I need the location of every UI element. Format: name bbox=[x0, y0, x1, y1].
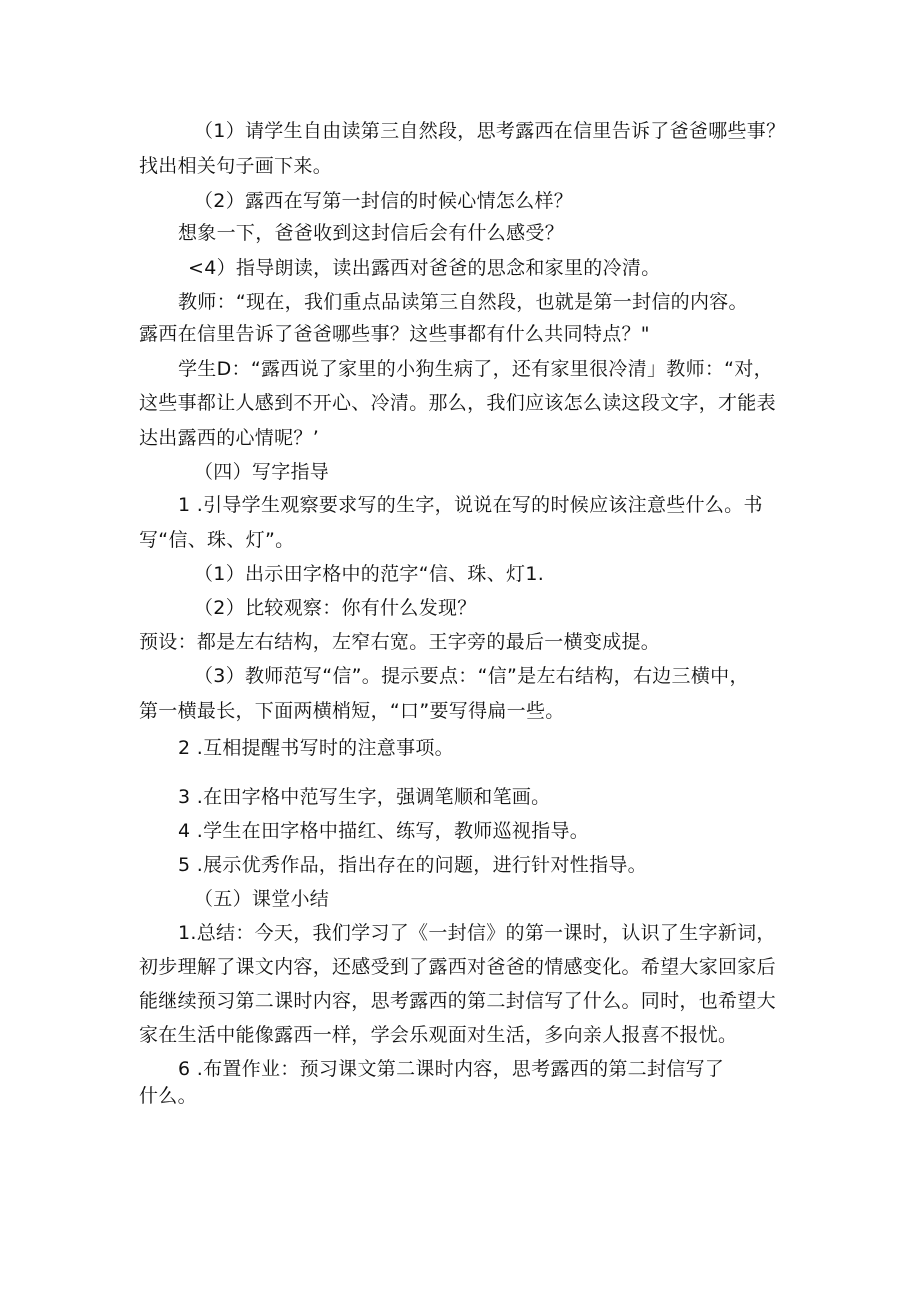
text-line: （2）比较观察：你有什么发现？ bbox=[194, 597, 477, 619]
text-line: 初步理解了课文内容，还感受到了露西对爸爸的情感变化。希望大家回家后 bbox=[139, 956, 776, 978]
text-line: 露西在信里告诉了爸爸哪些事？这些事都有什么共同特点？" bbox=[139, 323, 650, 345]
section-heading: （五）课堂小结 bbox=[194, 888, 330, 910]
text-line: （1）出示田字格中的范字“信、珠、灯1. bbox=[194, 563, 545, 585]
section-heading: （四）写字指导 bbox=[194, 461, 330, 483]
text-line: 1 .引导学生观察要求写的生字，说说在写的时候应该注意些什么。书 bbox=[178, 494, 763, 516]
text-line: 写“信、珠、灯”。 bbox=[139, 529, 295, 551]
text-line: 4 .学生在田字格中描红、练写，教师巡视指导。 bbox=[178, 820, 590, 842]
text-line: 能继续预习第二课时内容，思考露西的第二封信写了什么。同时，也希望大 bbox=[139, 990, 776, 1012]
text-line: 预设：都是左右结构，左窄右宽。王字旁的最后一横变成提。 bbox=[139, 631, 661, 653]
text-line: （1）请学生自由读第三自然段，思考露西在信里告诉了爸爸哪些事？ bbox=[194, 120, 786, 142]
text-line: 第一横最长，下面两横梢短，“口”要写得扁一些。 bbox=[139, 700, 565, 722]
text-line: 家在生活中能像露西一样，学会乐观面对生活，多向亲人报喜不报忧。 bbox=[139, 1024, 738, 1046]
text-line: 1.总结：今天，我们学习了《一封信》的第一课时，认识了生字新词， bbox=[178, 922, 776, 944]
text-line: 想象一下，爸爸收到这封信后会有什么感受？ bbox=[178, 222, 565, 244]
text-line: （2）露西在写第一封信的时候心情怎么样？ bbox=[194, 190, 574, 212]
text-line: 3 .在田字格中范写生字，强调笔顺和笔画。 bbox=[178, 786, 551, 808]
text-line: 什么。 bbox=[139, 1085, 197, 1107]
text-line: <4）指导朗读，读出露西对爸爸的思念和家里的冷清。 bbox=[188, 257, 661, 279]
text-line: 2 .互相提醒书写时的注意事项。 bbox=[178, 737, 454, 759]
text-line: 找出相关句子画下来。 bbox=[139, 155, 333, 177]
text-line: 教师：“现在，我们重点品读第三自然段，也就是第一封信的内容。 bbox=[178, 291, 748, 313]
text-line: （3）教师范写“信”。提示要点：“信”是左右结构，右边三横中， bbox=[194, 665, 749, 687]
text-line: 6 .布置作业：预习课文第二课时内容，思考露西的第二封信写了 bbox=[178, 1058, 725, 1080]
text-line: 学生D：“露西说了家里的小狗生病了，还有家里很冷清」教师：“对， bbox=[178, 358, 773, 380]
text-line: 达出露西的心情呢？’ bbox=[139, 427, 320, 449]
text-line: 5 .展示优秀作品，指出存在的问题，进行针对性指导。 bbox=[178, 854, 647, 876]
text-line: 这些事都让人感到不开心、冷清。那么，我们应该怎么读这段文字，才能表 bbox=[139, 392, 776, 414]
